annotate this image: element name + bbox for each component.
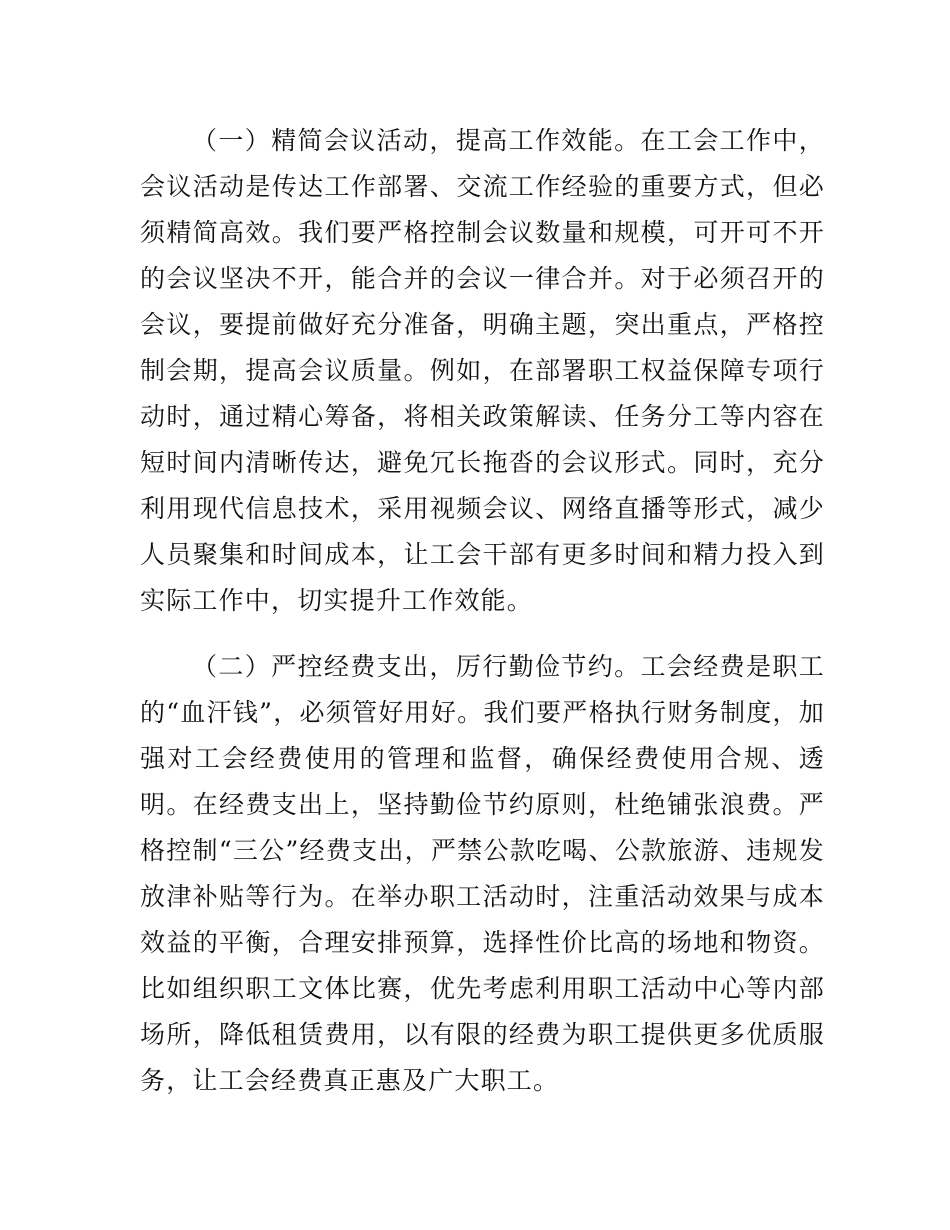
document-body	[140, 118, 825, 1104]
paragraph-expense-control: （二）严控经费支出，厉行勤俭节约。工会经费是职工的“血汗钱”，必须管好用好。我们要严格执行财务制度，加强对工会经费使用的管理和监督，确保经费使用合规、透明。在经费支出上，坚持勤俭节约原则，杜绝铺张浪费。严格控制“三公”经费支出，严禁公款吃喝、公款旅游、违规发放津补贴等行为。在举办职工活动时，注重活动效果与成本效益的平衡，合理安排预算，选择性价比高的场地和物资。比如组织职工文体比赛，优先考虑利用职工活动中心等内部场所，降低租赁费用，以有限的经费为职工提供更多优质服务，让工会经费真正惠及广大职工。	[140, 652, 825, 1095]
paragraph-meeting-activities: （一）精简会议活动，提高工作效能。在工会工作中，会议活动是传达工作部署、交流工作经验的重要方式，但必须精简高效。我们要严格控制会议数量和规模，可开可不开的会议坚决不开，能合并的会议一律合并。对于必须召开的会议，要提前做好充分准备，明确主题，突出重点，严格控制会期，提高会议质量。例如，在部署职工权益保障专项行动时，通过精心筹备，将相关政策解读、任务分工等内容在短时间内清晰传达，避免冗长拖沓的会议形式。同时，充分利用现代信息技术，采用视频会议、网络直播等形式，减少人员聚集和时间成本，让工会干部有更多时间和精力投入到实际工作中，切实提升工作效能。	[140, 126, 825, 615]
